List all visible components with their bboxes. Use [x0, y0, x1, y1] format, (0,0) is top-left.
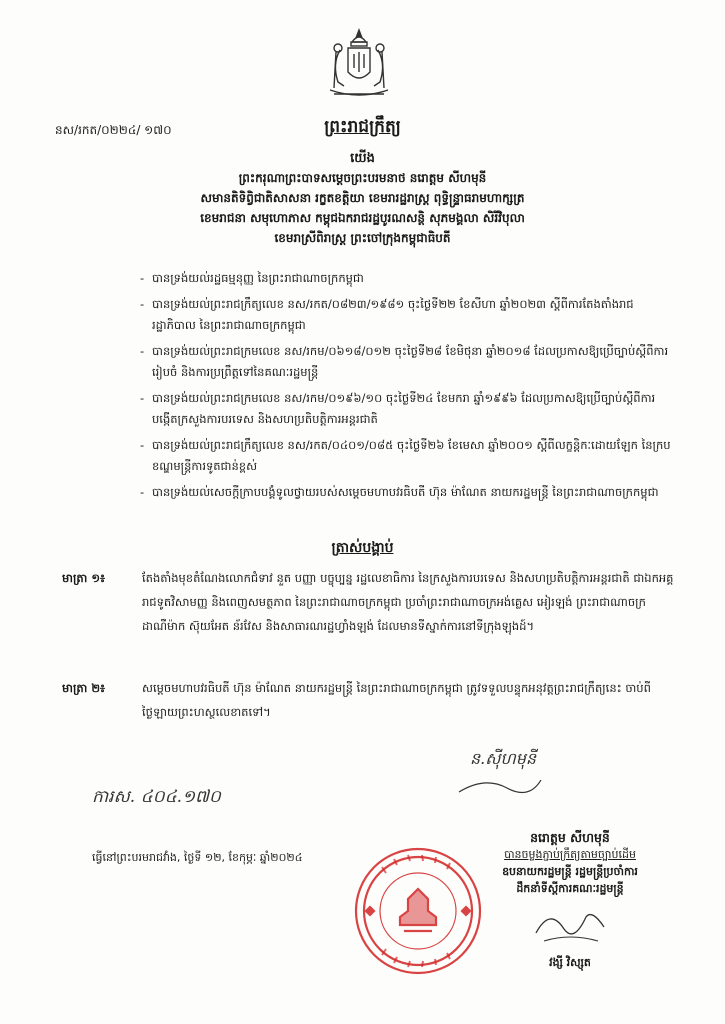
- consideration-item: - បានទ្រង់យល់សេចក្តីក្រាបបង្គំទូលថ្វាយរបស់សម្តេចមហាបវរធិបតី ហ៊ុន ម៉ាណែត នាយករដ្ឋមន្ត្រី នៃព្រះរាជាណាចក្រកម្ពុជា: [140, 482, 675, 503]
- cosign-line: ឧបនាយករដ្ឋមន្ត្រី រដ្ឋមន្ត្រីប្រចាំការ: [502, 865, 638, 878]
- date-line: ធ្វើនៅព្រះបរមរាជវាំង, ថ្ងៃទី ១២, ខែកុម្ភៈ ឆ្នាំ២០២៤: [92, 851, 303, 864]
- consideration-item: - បានទ្រង់យល់រដ្ឋធម្មនុញ្ញ នៃព្រះរាជាណាចក្រកម្ពុជា: [140, 268, 675, 289]
- consideration-item: - បានទ្រង់យល់ព្រះរាជក្រមលេខ នស/រកម/០១៩៦/១០ ចុះថ្ងៃទី២៤ ខែមករា ឆ្នាំ១៩៩៦ ដែលប្រកាសឱ្យប្រើច្បាប់ស្តីពីការបង្កើតក្រសួងការបរទេស និងសហប្រតិបត្តិការអន្តរជាតិ: [140, 388, 675, 430]
- signatory-name: នរោត្តម សីហមុនី: [530, 830, 610, 845]
- cosign-line: បានចម្លងភ្ជាប់ក្រឹត្យតាមច្បាប់ដើម: [504, 848, 636, 861]
- king-title-line: សមានតិទិព្វិជាតិសាសនា រក្ខតខត្តិយា ខេមរារដ្ឋរាស្ត្រ ពុទ្ធិន្ទ្រាធរាមហាក្សត្រ: [200, 191, 525, 205]
- article-label: មាត្រា ១៖: [62, 571, 106, 585]
- consideration-item: - បានទ្រង់យល់ព្រះរាជក្រឹត្យលេខ នស/រកត/០៨២៣/១៩៨១ ចុះថ្ងៃទី២២ ខែសីហា ឆ្នាំ២០២៣ ស្តីពីការតែងតាំងរាជរដ្ឋាភិបាល នៃព្រះរាជាណាចក្រកម្ពុជា: [140, 294, 675, 336]
- minister-signature-icon: [530, 903, 610, 947]
- considerations-list: [140, 268, 675, 508]
- article-text: សម្តេចមហាបវរធិបតី ហ៊ុន ម៉ាណែត នាយករដ្ឋមន្ត្រី នៃព្រះរាជាណាចក្រកម្ពុជា ត្រូវទទួលបន្ទុកអនុវត្តព្រះរាជក្រឹត្យនេះ ចាប់ពីថ្ងៃឡាយព្រះហស្ថលេខាតទៅ។: [142, 681, 651, 719]
- royal-signature-stroke-icon: [455, 770, 545, 800]
- consideration-item: - បានទ្រង់យល់ព្រះរាជក្រឹត្យលេខ នស/រកត/០៤០១/០៨៥ ចុះថ្ងៃទី២៦ ខែមេសា ឆ្នាំ២០០១ ស្តីពីលក្ខន្តិកៈដោយឡែក នៃក្របខណ្ឌមន្ត្រីការទូតជាន់ខ្ពស់: [140, 435, 675, 477]
- article-label: មាត្រា ២៖: [62, 681, 106, 695]
- king-title-line: ព្រះករុណាព្រះបាទសម្តេចព្រះបរមនាថ នរោត្តម សីហមុនី: [238, 171, 487, 185]
- cosign-line: ដឹកនាំទីស្តីការគណៈរដ្ឋមន្ត្រី: [516, 882, 624, 895]
- council-of-ministers-seal-icon: [352, 845, 484, 977]
- reference-number: នស/រកត/០២២៤/ ១៧០: [55, 123, 172, 137]
- document-title: ព្រះរាជក្រឹត្យ: [324, 117, 401, 137]
- minister-name: វង្សី វិស្សុត: [549, 956, 591, 969]
- decree-heading: ត្រាស់បង្គាប់: [331, 540, 394, 556]
- article-2: [62, 676, 682, 724]
- handwritten-reference: ការស. ៤០៤.១៧០: [92, 787, 221, 807]
- we-heading: យើង: [350, 151, 375, 166]
- king-title-line: ខេមរាស្រីពិរាស្ត្រ ព្រះចៅក្រុងកម្ពុជាធិបតី: [274, 231, 451, 245]
- royal-signature: ន.ស៊ីហមុនី: [470, 749, 537, 768]
- king-title-line: ខេមរាជនា សមុហោភាស កម្ពុជឯករាជរដ្ឋបូរណសន្តិ សុភមង្គលា សិរីវិបុលា: [200, 211, 525, 225]
- article-text: តែងតាំងមុខតំណែងលោកជំទាវ នួត បញ្ញា បច្ចុប្បន្ន រដ្ឋលេខាធិការ នៃក្រសួងការបរទេស និងសហប្រតិបត្តិការអន្តរជាតិ ជាឯកអគ្គរាជទូតវិសាមញ្ញ និងពេញសមត្ថភាព នៃព្រះរាជាណាចក្រកម្ពុជា ប្រចាំព្រះរាជាណាចក្រអង់គ្លេស អៀរឡង់ ព្រះរាជាណាចក្រដាណឺម៉ាក ស៊ុយអែត ន័រវែស និងសាធារណរដ្ឋហ្វាំងឡង់ ដែលមានទីស្នាក់ការនៅទីក្រុងឡុងដ៍។: [142, 571, 674, 633]
- article-1: [62, 566, 682, 638]
- consideration-item: - បានទ្រង់យល់ព្រះរាជក្រមលេខ នស/រកម/០៦១៨/០១២ ចុះថ្ងៃទី២៨ ខែមិថុនា ឆ្នាំ២០១៨ ដែលប្រកាសឱ្យប្រើច្បាប់ស្តីពីការរៀបចំ និងការប្រព្រឹត្តទៅនៃគណៈរដ្ឋមន្ត្រី: [140, 341, 675, 383]
- royal-coat-of-arms-icon: [318, 28, 400, 100]
